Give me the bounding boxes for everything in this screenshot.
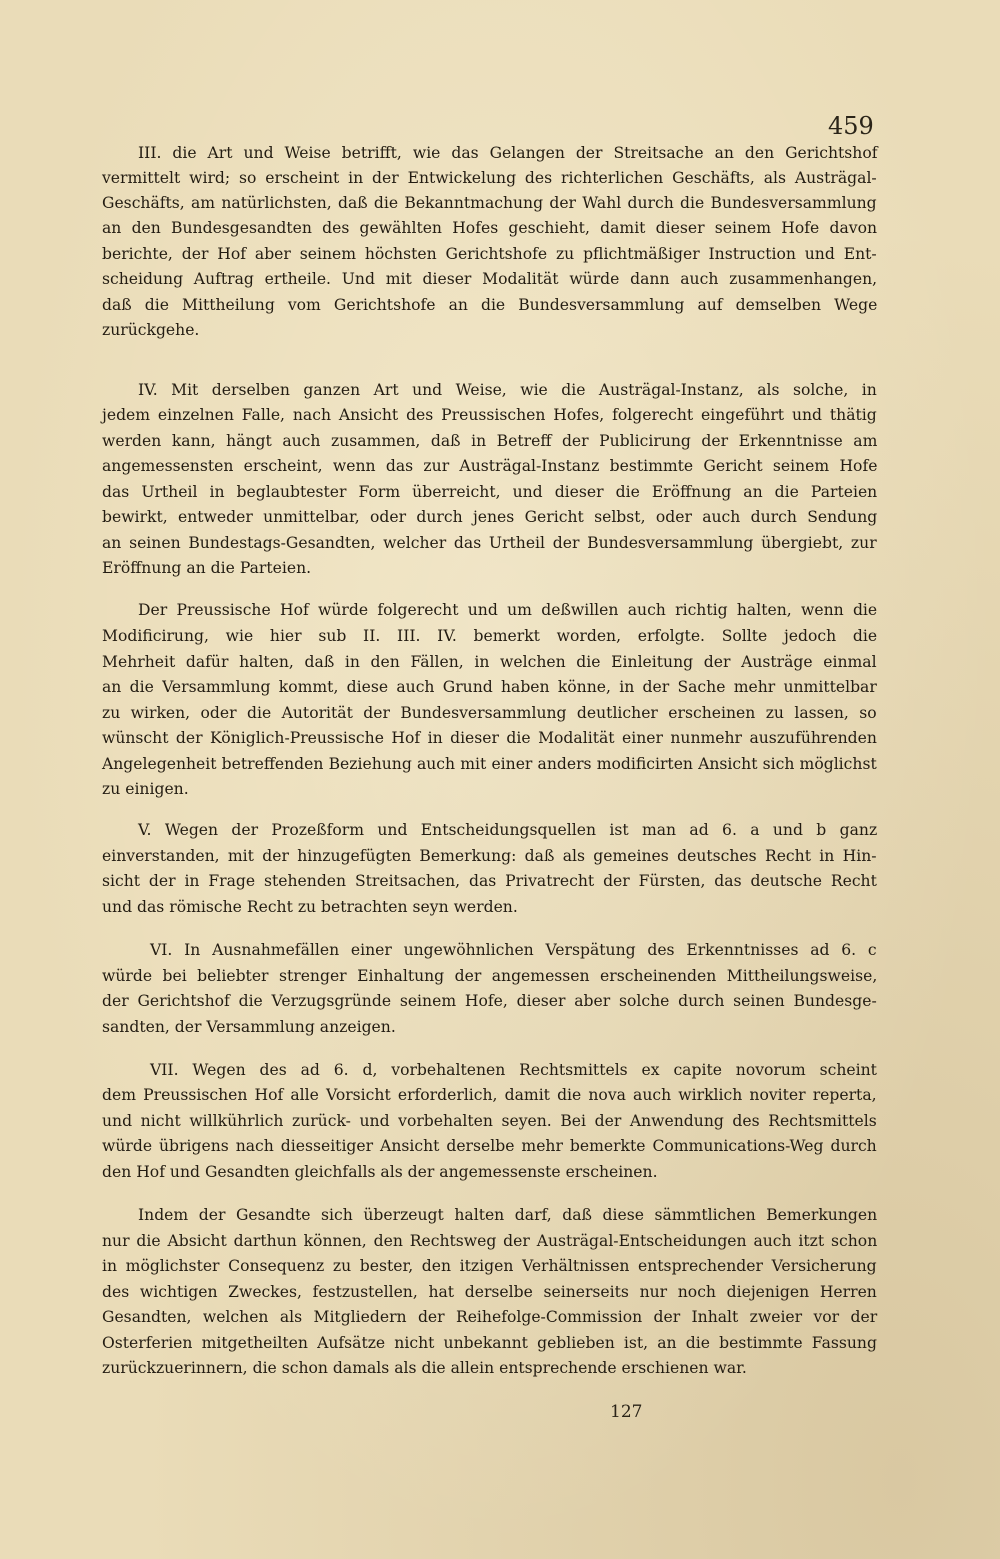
text-line: Geschäfts, am natürlichsten, daß die Bekanntmachung der Wahl durch die Bundesversammlung (102, 194, 877, 212)
text-line: den Hof und Gesandten gleichfalls als der angemessenste erscheinen. (102, 1163, 658, 1181)
text-line: und nicht willkührlich zurück- und vorbehalten seyen. Bei der Anwendung des Rechtsmittels (102, 1112, 877, 1130)
text-line: in möglichster Consequenz zu bester, den itzigen Verhältnissen entsprechender Versicherung (102, 1257, 877, 1275)
text-line: Der Preussische Hof würde folgerecht und um deßwillen auch richtig halten, wenn die (138, 601, 878, 619)
text-line: Angelegenheit betreffenden Beziehung auch mit einer anders modificirten Ansicht sich möglichst (102, 755, 877, 773)
text-line: IV. Mit derselben ganzen Art und Weise, wie die Austrägal-Instanz, als solche, in (138, 381, 877, 399)
text-line: VII. Wegen des ad 6. d, vorbehaltenen Rechtsmittels ex capite novorum scheint (150, 1061, 877, 1079)
page-number: 459 (828, 112, 874, 140)
text-line: einverstanden, mit der hinzugefügten Bemerkung: daß als gemeines deutsches Recht in Hin- (102, 847, 877, 865)
text-line: bewirkt, entweder unmittelbar, oder durch jenes Gericht selbst, oder auch durch Sendung (102, 508, 878, 526)
text-line: VI. In Ausnahmefällen einer ungewöhnlichen Verspätung des Erkenntnisses ad 6. c (150, 941, 877, 959)
text-line: berichte, der Hof aber seinem höchsten Gerichtshofe zu pflichtmäßiger Instruction und Ent- (102, 245, 877, 263)
text-line: der Gerichtshof die Verzugsgründe seinem Hofe, dieser aber solche durch seinen Bundesge- (102, 992, 877, 1010)
text-line: V. Wegen der Prozeßform und Entscheidungsquellen ist man ad 6. a und b ganz (138, 821, 878, 839)
text-line: wünscht der Königlich-Preussische Hof in dieser die Modalität einer nunmehr auszuführenden (102, 729, 877, 747)
text-line: Eröffnung an die Parteien. (102, 559, 312, 577)
text-line: sicht der in Frage stehenden Streitsachen, das Privatrecht der Fürsten, das deutsche Recht (102, 872, 877, 890)
text-line: angemessensten erscheint, wenn das zur Austrägal-Instanz bestimmte Gericht seinem Hofe (102, 457, 878, 475)
text-line: zurückzuerinnern, die schon damals als die allein entsprechende erschienen war. (102, 1359, 747, 1377)
text-line: dem Preussischen Hof alle Vorsicht erforderlich, damit die nova auch wirklich noviter reperta, (102, 1086, 877, 1104)
signature-mark: 127 (610, 1402, 643, 1422)
text-line: zurückgehe. (102, 321, 200, 339)
text-line: würde bei beliebter strenger Einhaltung der angemessen erscheinenden Mittheilungsweise, (102, 967, 878, 985)
text-line: Indem der Gesandte sich überzeugt halten darf, daß diese sämmtlichen Bemerkungen (138, 1206, 878, 1224)
text-line: zu wirken, oder die Autorität der Bundesversammlung deutlicher erscheinen zu lassen, so (102, 704, 877, 722)
text-line: sandten, der Versammlung anzeigen. (102, 1018, 396, 1036)
text-line: würde übrigens nach diesseitiger Ansicht derselbe mehr bemerkte Communications-Weg durch (102, 1137, 877, 1155)
text-line: scheidung Auftrag ertheile. Und mit dieser Modalität würde dann auch zusammenhangen, (102, 270, 878, 288)
text-line: III. die Art und Weise betrifft, wie das Gelangen der Streitsache an den Gerichtshof (138, 144, 878, 162)
text-line: nur die Absicht darthun können, den Rechtsweg der Austrägal-Entscheidungen auch itzt schon (102, 1232, 878, 1250)
text-line: das Urtheil in beglaubtester Form überreicht, und dieser die Eröffnung an die Parteien (102, 483, 878, 501)
text-line: des wichtigen Zweckes, festzustellen, hat derselbe seinerseits nur noch diejenigen Herren (102, 1283, 877, 1301)
text-line: Osterferien mitgetheilten Aufsätze nicht unbekannt geblieben ist, an die bestimmte Fassung (102, 1334, 877, 1352)
text-line: werden kann, hängt auch zusammen, daß in Betreff der Publicirung der Erkenntnisse am (102, 432, 878, 450)
text-line: an seinen Bundestags-Gesandten, welcher das Urtheil der Bundesversammlung übergiebt, zur (102, 534, 877, 552)
text-line: an den Bundesgesandten des gewählten Hofes geschieht, damit dieser seinem Hofe davon (102, 219, 878, 237)
text-line: Modificirung, wie hier sub II. III. IV. bemerkt worden, erfolgte. Sollte jedoch die (102, 627, 878, 645)
text-line: und das römische Recht zu betrachten seyn werden. (102, 898, 518, 916)
text-line: zu einigen. (102, 780, 189, 798)
text-line: daß die Mittheilung vom Gerichtshofe an die Bundesversammlung auf demselben Wege (102, 296, 878, 314)
text-line: an die Versammlung kommt, diese auch Grund haben könne, in der Sache mehr unmittelbar (102, 678, 877, 696)
text-line: Gesandten, welchen als Mitgliedern der Reihefolge-Commission der Inhalt zweier vor der (102, 1308, 878, 1326)
text-line: vermittelt wird; so erscheint in der Entwickelung des richterlichen Geschäfts, als Austrägal- (102, 169, 877, 187)
text-line: Mehrheit dafür halten, daß in den Fällen, in welchen die Einleitung der Austräge einmal (102, 653, 877, 671)
text-line: jedem einzelnen Falle, nach Ansicht des Preussischen Hofes, folgerecht eingeführt und thätig (102, 406, 877, 424)
